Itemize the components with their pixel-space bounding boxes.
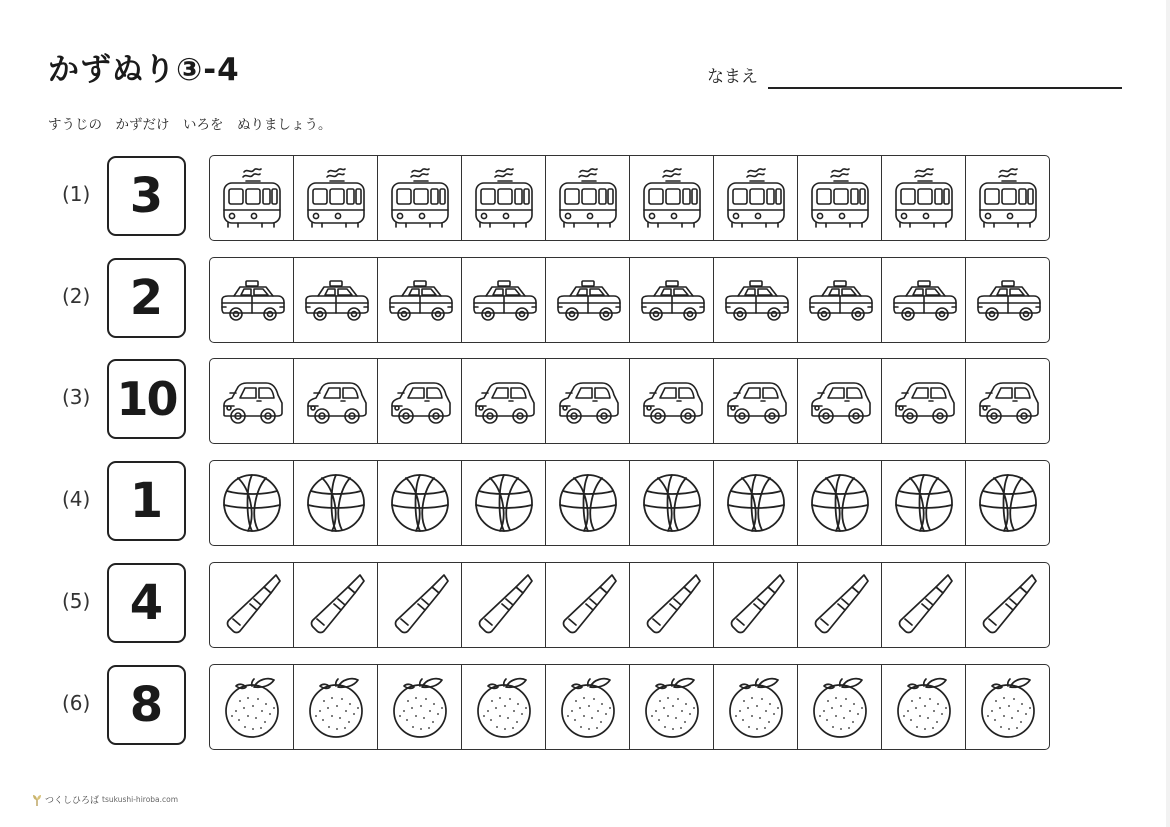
train-icon — [216, 162, 288, 234]
coloring-cell[interactable] — [630, 563, 714, 647]
orange-icon — [552, 671, 624, 743]
coloring-cell[interactable] — [462, 359, 546, 443]
coloring-cell[interactable] — [294, 359, 378, 443]
orange-icon — [888, 671, 960, 743]
coloring-cell[interactable] — [882, 461, 966, 545]
question-row — [0, 461, 1170, 547]
car-icon — [636, 365, 708, 437]
orange-icon — [300, 671, 372, 743]
crayon-icon — [720, 569, 792, 641]
question-number-label: (6) — [62, 691, 91, 715]
coloring-cell[interactable] — [714, 665, 798, 749]
target-count-box: 4 — [107, 563, 186, 643]
orange-icon — [468, 671, 540, 743]
coloring-cell[interactable] — [546, 258, 630, 342]
train-icon — [300, 162, 372, 234]
coloring-strip — [209, 155, 1050, 241]
footer-brand: つくしひろば — [45, 796, 100, 806]
question-row — [0, 563, 1170, 649]
coloring-cell[interactable] — [882, 359, 966, 443]
taxi-icon — [552, 264, 624, 336]
coloring-cell[interactable] — [378, 665, 462, 749]
coloring-strip — [209, 562, 1050, 648]
taxi-icon — [636, 264, 708, 336]
coloring-cell[interactable] — [378, 461, 462, 545]
target-count-box: 10 — [107, 359, 186, 439]
question-number-label: (4) — [62, 487, 91, 511]
coloring-cell[interactable] — [882, 563, 966, 647]
footer — [32, 793, 178, 806]
crayon-icon — [888, 569, 960, 641]
train-icon — [552, 162, 624, 234]
coloring-strip — [209, 358, 1050, 444]
question-row — [0, 156, 1170, 242]
coloring-cell[interactable] — [798, 258, 882, 342]
coloring-cell[interactable] — [210, 359, 294, 443]
target-count-box: 3 — [107, 156, 186, 236]
orange-icon — [216, 671, 288, 743]
crayon-icon — [300, 569, 372, 641]
taxi-icon — [720, 264, 792, 336]
taxi-icon — [804, 264, 876, 336]
taxi-icon — [888, 264, 960, 336]
footer-url: tsukushi-hiroba.com — [102, 795, 179, 804]
coloring-cell[interactable] — [294, 563, 378, 647]
orange-icon — [720, 671, 792, 743]
car-icon — [720, 365, 792, 437]
coloring-cell[interactable] — [798, 461, 882, 545]
question-number-label: (3) — [62, 385, 91, 409]
train-icon — [888, 162, 960, 234]
coloring-cell[interactable] — [546, 563, 630, 647]
instruction-text: すうじの かずだけ いろを ぬりましょう。 — [48, 117, 332, 133]
target-count-box: 2 — [107, 258, 186, 338]
coloring-cell[interactable] — [798, 563, 882, 647]
coloring-cell[interactable] — [378, 258, 462, 342]
coloring-cell[interactable] — [714, 563, 798, 647]
coloring-cell[interactable] — [966, 563, 1049, 647]
car-icon — [888, 365, 960, 437]
coloring-strip — [209, 257, 1050, 343]
basketball-icon — [552, 467, 624, 539]
car-icon — [972, 365, 1044, 437]
car-icon — [384, 365, 456, 437]
coloring-cell[interactable] — [378, 359, 462, 443]
coloring-strip — [209, 664, 1050, 750]
coloring-cell[interactable] — [294, 665, 378, 749]
coloring-cell[interactable] — [546, 461, 630, 545]
coloring-cell[interactable] — [378, 563, 462, 647]
crayon-icon — [216, 569, 288, 641]
question-number-label: (5) — [62, 589, 91, 613]
coloring-cell[interactable] — [462, 461, 546, 545]
coloring-cell[interactable] — [882, 258, 966, 342]
target-count-box: 1 — [107, 461, 186, 541]
question-row — [0, 359, 1170, 445]
crayon-icon — [552, 569, 624, 641]
train-icon — [972, 162, 1044, 234]
coloring-cell[interactable] — [294, 156, 378, 240]
basketball-icon — [720, 467, 792, 539]
basketball-icon — [216, 467, 288, 539]
orange-icon — [804, 671, 876, 743]
basketball-icon — [636, 467, 708, 539]
train-icon — [804, 162, 876, 234]
basketball-icon — [972, 467, 1044, 539]
sprout-logo-icon — [32, 794, 42, 806]
target-count-box: 8 — [107, 665, 186, 745]
train-icon — [636, 162, 708, 234]
coloring-cell[interactable] — [462, 156, 546, 240]
car-icon — [300, 365, 372, 437]
basketball-icon — [384, 467, 456, 539]
orange-icon — [972, 671, 1044, 743]
question-number-label: (1) — [62, 182, 91, 206]
crayon-icon — [636, 569, 708, 641]
taxi-icon — [216, 264, 288, 336]
taxi-icon — [300, 264, 372, 336]
coloring-cell[interactable] — [294, 258, 378, 342]
coloring-cell[interactable] — [882, 156, 966, 240]
coloring-cell[interactable] — [462, 258, 546, 342]
coloring-cell[interactable] — [462, 563, 546, 647]
coloring-cell[interactable] — [798, 665, 882, 749]
coloring-cell[interactable] — [630, 258, 714, 342]
coloring-cell[interactable] — [378, 156, 462, 240]
question-row — [0, 258, 1170, 344]
car-icon — [804, 365, 876, 437]
coloring-cell[interactable] — [714, 461, 798, 545]
crayon-icon — [972, 569, 1044, 641]
basketball-icon — [300, 467, 372, 539]
orange-icon — [384, 671, 456, 743]
taxi-icon — [384, 264, 456, 336]
coloring-cell[interactable] — [546, 156, 630, 240]
coloring-cell[interactable] — [966, 359, 1049, 443]
coloring-cell[interactable] — [210, 461, 294, 545]
coloring-cell[interactable] — [966, 665, 1049, 749]
crayon-icon — [804, 569, 876, 641]
coloring-cell[interactable] — [294, 461, 378, 545]
coloring-cell[interactable] — [630, 156, 714, 240]
coloring-cell[interactable] — [966, 461, 1049, 545]
coloring-strip — [209, 460, 1050, 546]
car-icon — [468, 365, 540, 437]
page-title: かずぬり③-4 — [48, 52, 240, 88]
car-icon — [216, 365, 288, 437]
coloring-cell[interactable] — [210, 563, 294, 647]
coloring-cell[interactable] — [630, 461, 714, 545]
coloring-cell[interactable] — [714, 258, 798, 342]
coloring-cell[interactable] — [966, 156, 1049, 240]
crayon-icon — [384, 569, 456, 641]
train-icon — [468, 162, 540, 234]
coloring-cell[interactable] — [462, 665, 546, 749]
coloring-cell[interactable] — [714, 156, 798, 240]
taxi-icon — [468, 264, 540, 336]
coloring-cell[interactable] — [882, 665, 966, 749]
train-icon — [384, 162, 456, 234]
name-label: なまえ — [707, 67, 758, 87]
coloring-cell[interactable] — [210, 258, 294, 342]
question-number-label: (2) — [62, 284, 91, 308]
basketball-icon — [888, 467, 960, 539]
name-field-line[interactable] — [768, 87, 1122, 89]
coloring-cell[interactable] — [210, 156, 294, 240]
coloring-cell[interactable] — [798, 359, 882, 443]
train-icon — [720, 162, 792, 234]
crayon-icon — [468, 569, 540, 641]
coloring-cell[interactable] — [798, 156, 882, 240]
coloring-cell[interactable] — [714, 359, 798, 443]
basketball-icon — [804, 467, 876, 539]
coloring-cell[interactable] — [630, 359, 714, 443]
coloring-cell[interactable] — [630, 665, 714, 749]
coloring-cell[interactable] — [966, 258, 1049, 342]
orange-icon — [636, 671, 708, 743]
basketball-icon — [468, 467, 540, 539]
taxi-icon — [972, 264, 1044, 336]
coloring-cell[interactable] — [546, 665, 630, 749]
coloring-cell[interactable] — [210, 665, 294, 749]
car-icon — [552, 365, 624, 437]
coloring-cell[interactable] — [546, 359, 630, 443]
question-row — [0, 665, 1170, 751]
